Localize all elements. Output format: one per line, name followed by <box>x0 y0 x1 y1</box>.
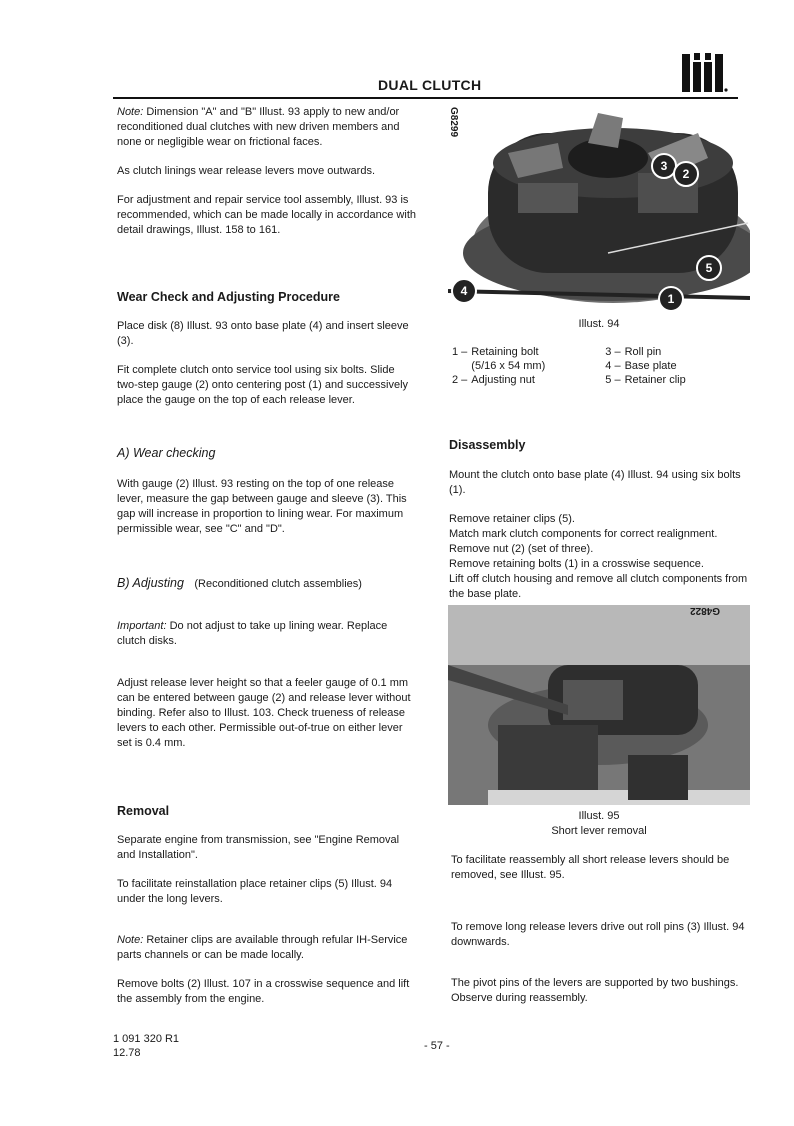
paragraph: Remove nut (2) (set of three). <box>449 543 594 555</box>
paragraph: Lift off clutch housing and remove all clutch components from the base plate. <box>449 573 748 600</box>
subheading-wear-checking: A) Wear checking <box>117 446 216 460</box>
legend-label: Retainer clip <box>624 374 686 386</box>
paragraph: The pivot pins of the levers are supported by two bushings. Observe during reassembly. <box>451 977 739 1004</box>
left-column-2 <box>117 319 417 408</box>
page-title: DUAL CLUTCH <box>378 77 482 93</box>
important-label: Important: <box>117 620 167 632</box>
subheading-adjusting-label: B) Adjusting <box>117 576 184 590</box>
paragraph: For adjustment and repair service tool assembly, Illust. 93 is recommended, which can be made locally in accordance with detail drawings, Illust. 158 to 161. <box>117 194 416 236</box>
footer-doc-number: 1 091 320 R1 <box>113 1033 180 1045</box>
paragraph: Place disk (8) Illust. 93 onto base plate (4) and insert sleeve (3). <box>117 320 409 347</box>
note-paragraph <box>117 105 417 150</box>
footer-date: 12.78 <box>113 1047 141 1059</box>
legend-num: 5 – <box>605 374 621 386</box>
callout-5: 5 <box>696 255 722 281</box>
illustration-95-caption: Illust. 95 <box>578 810 620 822</box>
paragraph: Remove retainer clips (5). <box>449 513 575 525</box>
note2-paragraph <box>117 933 417 963</box>
legend-label: Base plate <box>624 360 677 372</box>
legend-label: Adjusting nut <box>471 374 535 386</box>
note2-label: Note: <box>117 934 144 946</box>
paragraph: To remove long release levers drive out roll pins (3) Illust. 94 downwards. <box>451 921 745 948</box>
legend-num: 3 – <box>605 346 621 358</box>
legend-num: 4 – <box>605 360 621 372</box>
section-heading-wear-check: Wear Check and Adjusting Procedure <box>117 290 340 304</box>
note-text: Dimension "A" and "B" Illust. 93 apply to new and/or reconditioned dual clutches with new driven members and none or negligible wear on frictional faces. <box>117 106 400 148</box>
left-column <box>117 105 417 238</box>
paragraph: Separate engine from transmission, see "Engine Removal and Installation". <box>117 834 400 861</box>
figure-95-code: G4822 <box>690 605 721 616</box>
callout-4: 4 <box>451 278 477 304</box>
header-rule <box>113 97 738 99</box>
paragraph: Remove bolts (2) Illust. 107 in a crosswise sequence and lift the assembly from the engine. <box>117 978 410 1005</box>
ih-logo <box>680 52 728 94</box>
legend-label: (5/16 x 54 mm) <box>471 360 546 372</box>
callout-1: 1 <box>658 286 684 312</box>
important-paragraph <box>117 619 417 649</box>
callout-3: 3 <box>651 153 677 179</box>
section-heading-removal: Removal <box>117 804 170 818</box>
paragraph: Mount the clutch onto base plate (4) Illust. 94 using six bolts (1). <box>449 469 741 496</box>
illustration-95-photo <box>448 605 750 805</box>
subheading-adjusting-sub: (Reconditioned clutch assemblies) <box>194 578 362 590</box>
legend-row <box>452 345 690 359</box>
note-label: Note: <box>117 106 144 118</box>
paragraph: Adjust release lever height so that a feeler gauge of 0.1 mm can be entered between gauge (2) and release lever without binding. Refer also to Illust. 103. Check trueness of release levers to each other. Permissible out-of-true on either lever set is 0.4 mm. <box>117 677 411 749</box>
page-number: - 57 - <box>424 1040 450 1052</box>
illustration-94-legend <box>452 345 690 387</box>
section-heading-disassembly: Disassembly <box>449 438 526 452</box>
paragraph: To facilitate reassembly all short release levers should be removed, see Illust. 95. <box>451 854 730 881</box>
important-text: Do not adjust to take up lining wear. Replace clutch disks. <box>117 620 388 647</box>
paragraph: With gauge (2) Illust. 93 resting on the top of one release lever, measure the gap between gauge and sleeve (3). This gap will increase in proportion to lining wear. For maximum permissible wear, see "C" and "D". <box>117 478 407 535</box>
note2-text: Retainer clips are available through refular IH-Service parts channels or can be made locally. <box>117 934 408 961</box>
paragraph: Fit complete clutch onto service tool using six bolts. Slide two-step gauge (2) onto centering post (1) and successively place the gauge on the top of each release lever. <box>117 364 409 406</box>
illustration-94-caption: Illust. 94 <box>578 318 620 330</box>
footer-doc-info <box>113 1032 179 1060</box>
legend-row <box>452 359 690 373</box>
paragraph: To facilitate reinstallation place retainer clips (5) Illust. 94 under the long levers. <box>117 878 393 905</box>
paragraph: As clutch linings wear release levers move outwards. <box>117 165 376 177</box>
figure-94-code: G8299 <box>448 107 459 138</box>
illustration-94-photo <box>448 103 750 313</box>
subheading-adjusting <box>117 574 362 592</box>
callout-2: 2 <box>673 161 699 187</box>
illustration-95-subcaption: Short lever removal <box>551 825 647 837</box>
legend-label: Roll pin <box>624 346 662 358</box>
legend-num <box>452 359 471 373</box>
legend-num: 1 – <box>452 346 468 358</box>
legend-num: 2 – <box>452 374 468 386</box>
legend-label: Retaining bolt <box>471 346 539 358</box>
legend-row <box>452 373 690 387</box>
paragraph: Match mark clutch components for correct realignment. <box>449 528 718 540</box>
paragraph: Remove retaining bolts (1) in a crosswise sequence. <box>449 558 704 570</box>
